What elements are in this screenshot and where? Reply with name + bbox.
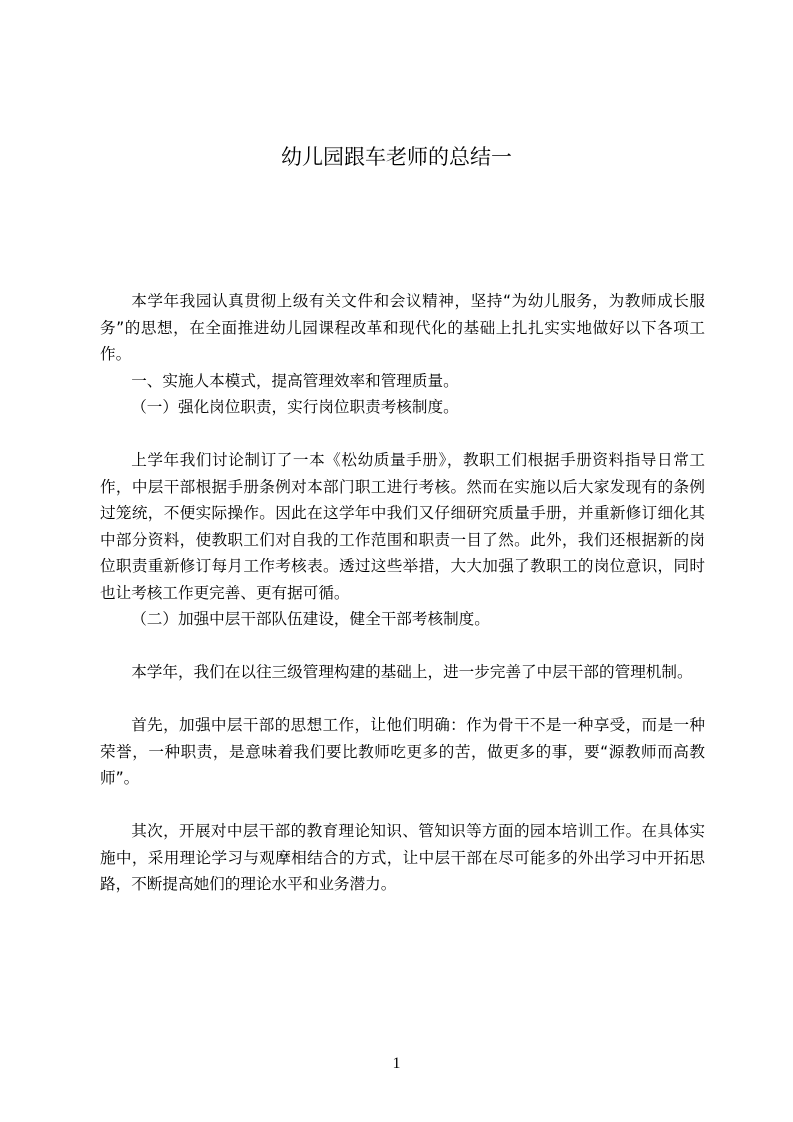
intro-paragraph: 本学年我园认真贯彻上级有关文件和会议精神，坚持“为幼儿服务，为教师成长服务”的思想，在全面推进幼儿园课程改革和现代化的基础上扎扎实实地做好以下各项工作。 <box>100 292 705 363</box>
section-heading-1: 一、实施人本模式，提高管理效率和管理质量。 <box>131 371 459 390</box>
subsection-2-paragraph-2: 首先，加强中层干部的思想工作，让他们明确：作为骨干不是一种享受，而是一种荣誉，一种职责，是意味着我们要比教师吃更多的苦，做更多的事，要“源教师而高教师”。 <box>100 716 705 787</box>
document-body <box>100 288 705 898</box>
subsection-2-paragraph-3: 其次，开展对中层干部的教育理论知识、管知识等方面的园本培训工作。在具体实施中，采用理论学习与观摩相结合的方式，让中层干部在尽可能多的外出学习中开拓思路，不断提高她们的理论水平和业务潜力。 <box>100 822 705 893</box>
document-title: 幼儿园跟车老师的总结一 <box>281 145 512 169</box>
subsection-2-paragraph-1: 本学年，我们在以往三级管理构建的基础上，进一步完善了中层干部的管理机制。 <box>131 663 693 681</box>
page-number: 1 <box>392 1055 401 1072</box>
subsection-heading-1: （一）强化岗位职责，实行岗位职责考核制度。 <box>131 398 459 416</box>
subsection-heading-2: （二）加强中层干部队伍建设，健全干部考核制度。 <box>131 610 490 628</box>
subsection-1-paragraph: 上学年我们讨论制订了一本《松幼质量手册》，教职工们根据手册资料指导日常工作，中层干部根据手册条例对本部门职工进行考核。然而在实施以后大家发现有的条例过笼统，不便实际操作。因此在这学年中我们又仔细研究质量手册，并重新修订细化其中部分资料，使教职工们对自我的工作范围和职责一目了然。此外，我们还根据新的岗位职责重新修订每月工作考核表。透过这些举措，大大加强了教职工的岗位意识，同时也让考核工作更完善、更有据可循。 <box>100 451 705 602</box>
